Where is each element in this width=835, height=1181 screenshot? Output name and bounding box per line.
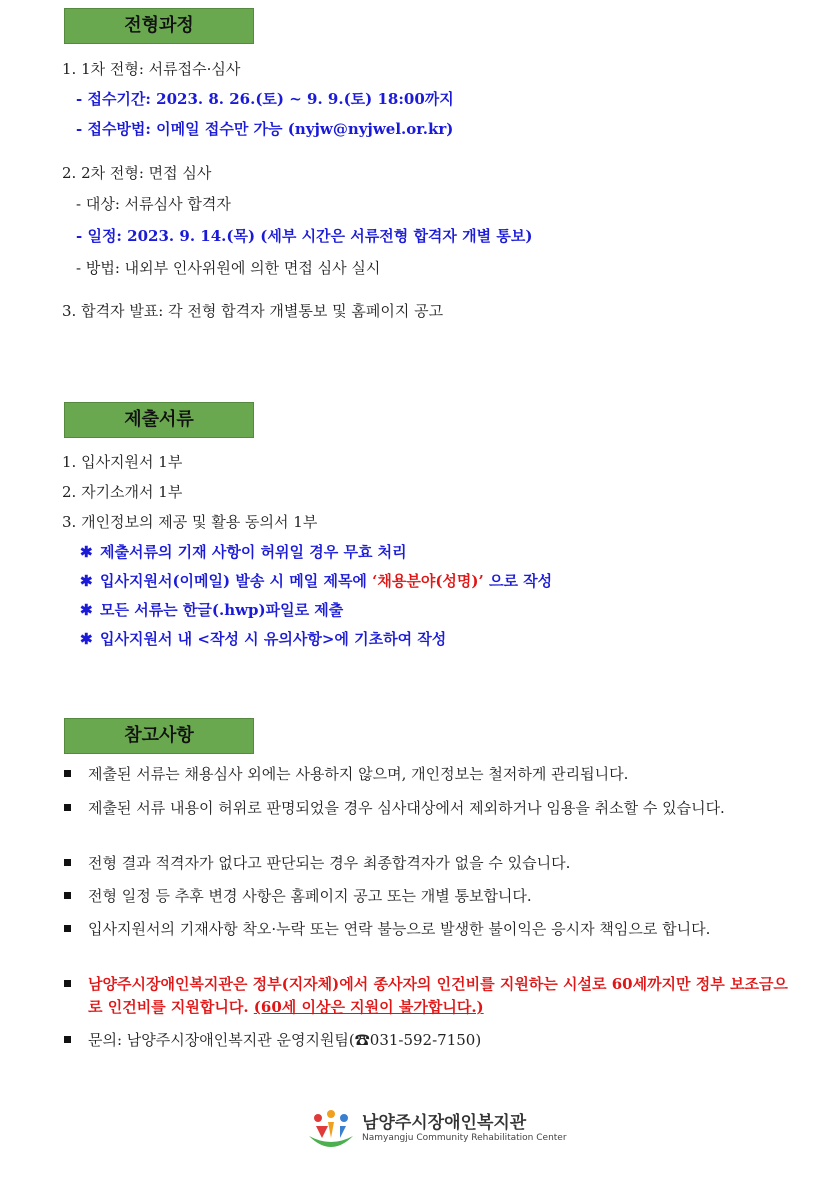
- organization-logo: [306, 1108, 567, 1154]
- email-subject-format: ‘채용분야(성명)’: [372, 572, 484, 590]
- bullet-icon: [64, 804, 71, 811]
- documents-note-4: ✱ 입사지원서 내 <작성 시 유의사항>에 기초하여 작성: [80, 630, 447, 648]
- documents-item-2: 2. 자기소개서 1부: [62, 483, 183, 501]
- bullet-icon: [64, 892, 71, 899]
- documents-item-1: 1. 입사지원서 1부: [62, 453, 183, 471]
- logo-name-english: Namyangju Community Rehabilitation Center: [362, 1133, 567, 1143]
- process-item-2: 2. 2차 전형: 면접 심사: [62, 164, 212, 182]
- bullet-icon: [64, 1036, 71, 1043]
- asterisk-icon: ✱: [80, 630, 93, 648]
- section-header-selection-process: 전형과정: [64, 8, 254, 44]
- process-item-3: 3. 합격자 발표: 각 전형 합격자 개별통보 및 홈페이지 공고: [62, 302, 444, 320]
- bullet-icon: [64, 770, 71, 777]
- process-item-2-method: - 방법: 내외부 인사위원에 의한 면접 심사 실시: [76, 259, 381, 277]
- documents-note-2: ✱ 입사지원서(이메일) 발송 시 메일 제목에 ‘채용분야(성명)’ 으로 작성: [80, 572, 553, 590]
- asterisk-icon: ✱: [80, 601, 93, 619]
- documents-note-3: ✱ 모든 서류는 한글(.hwp)파일로 제출: [80, 601, 344, 619]
- section-header-documents: 제출서류: [64, 402, 254, 438]
- process-item-2-schedule: - 일정: 2023. 9. 14.(목) (세부 시간은 서류전형 합격자 개별 통보): [76, 227, 533, 245]
- section-header-notes: 참고사항: [64, 718, 254, 754]
- contact-info: 문의: 남양주시장애인복지관 운영지원팀(☎031-592-7150): [88, 1031, 482, 1049]
- age-limit-note: (60세 이상은 지원이 불가합니다.): [253, 998, 484, 1016]
- asterisk-icon: ✱: [80, 543, 93, 561]
- process-item-1-method: - 접수방법: 이메일 접수만 가능 (nyjw@nyjwel.or.kr): [76, 120, 454, 138]
- note-item-5: 입사지원서의 기재사항 착오·누락 또는 연락 불능으로 발생한 불이익은 응시자 책임으로 합니다.: [88, 920, 711, 938]
- logo-name-korean: 남양주시장애인복지관: [362, 1113, 527, 1133]
- logo-mark-icon: [306, 1108, 356, 1154]
- documents-note-1: ✱ 제출서류의 기재 사항이 허위일 경우 무효 처리: [80, 543, 407, 561]
- bullet-icon: [64, 859, 71, 866]
- note-item-3: 전형 결과 적격자가 없다고 판단되는 경우 최종합격자가 없을 수 있습니다.: [88, 854, 571, 872]
- bullet-icon: [64, 925, 71, 932]
- bullet-icon: [64, 980, 71, 987]
- note-item-2: 제출된 서류 내용이 허위로 판명되었을 경우 심사대상에서 제외하거나 임용을 취소할 수 있습니다.: [88, 799, 725, 817]
- note-item-6: 남양주시장애인복지관은 정부(지자체)에서 종사자의 인건비를 지원하는 시설로 60세까지만 정부 보조금으로 인건비를 지원합니다. (60세 이상은 지원이 불가합니다.): [88, 975, 788, 1016]
- process-item-1-period: - 접수기간: 2023. 8. 26.(토) ~ 9. 9.(토) 18:00까지: [76, 90, 454, 108]
- note-item-1: 제출된 서류는 채용심사 외에는 사용하지 않으며, 개인정보는 철저하게 관리됩니다.: [88, 765, 629, 783]
- process-item-2-target: - 대상: 서류심사 합격자: [76, 195, 231, 213]
- asterisk-icon: ✱: [80, 572, 93, 590]
- note-item-4: 전형 일정 등 추후 변경 사항은 홈페이지 공고 또는 개별 통보합니다.: [88, 887, 532, 905]
- process-item-1: 1. 1차 전형: 서류접수·심사: [62, 60, 241, 78]
- documents-item-3: 3. 개인정보의 제공 및 활용 동의서 1부: [62, 513, 318, 531]
